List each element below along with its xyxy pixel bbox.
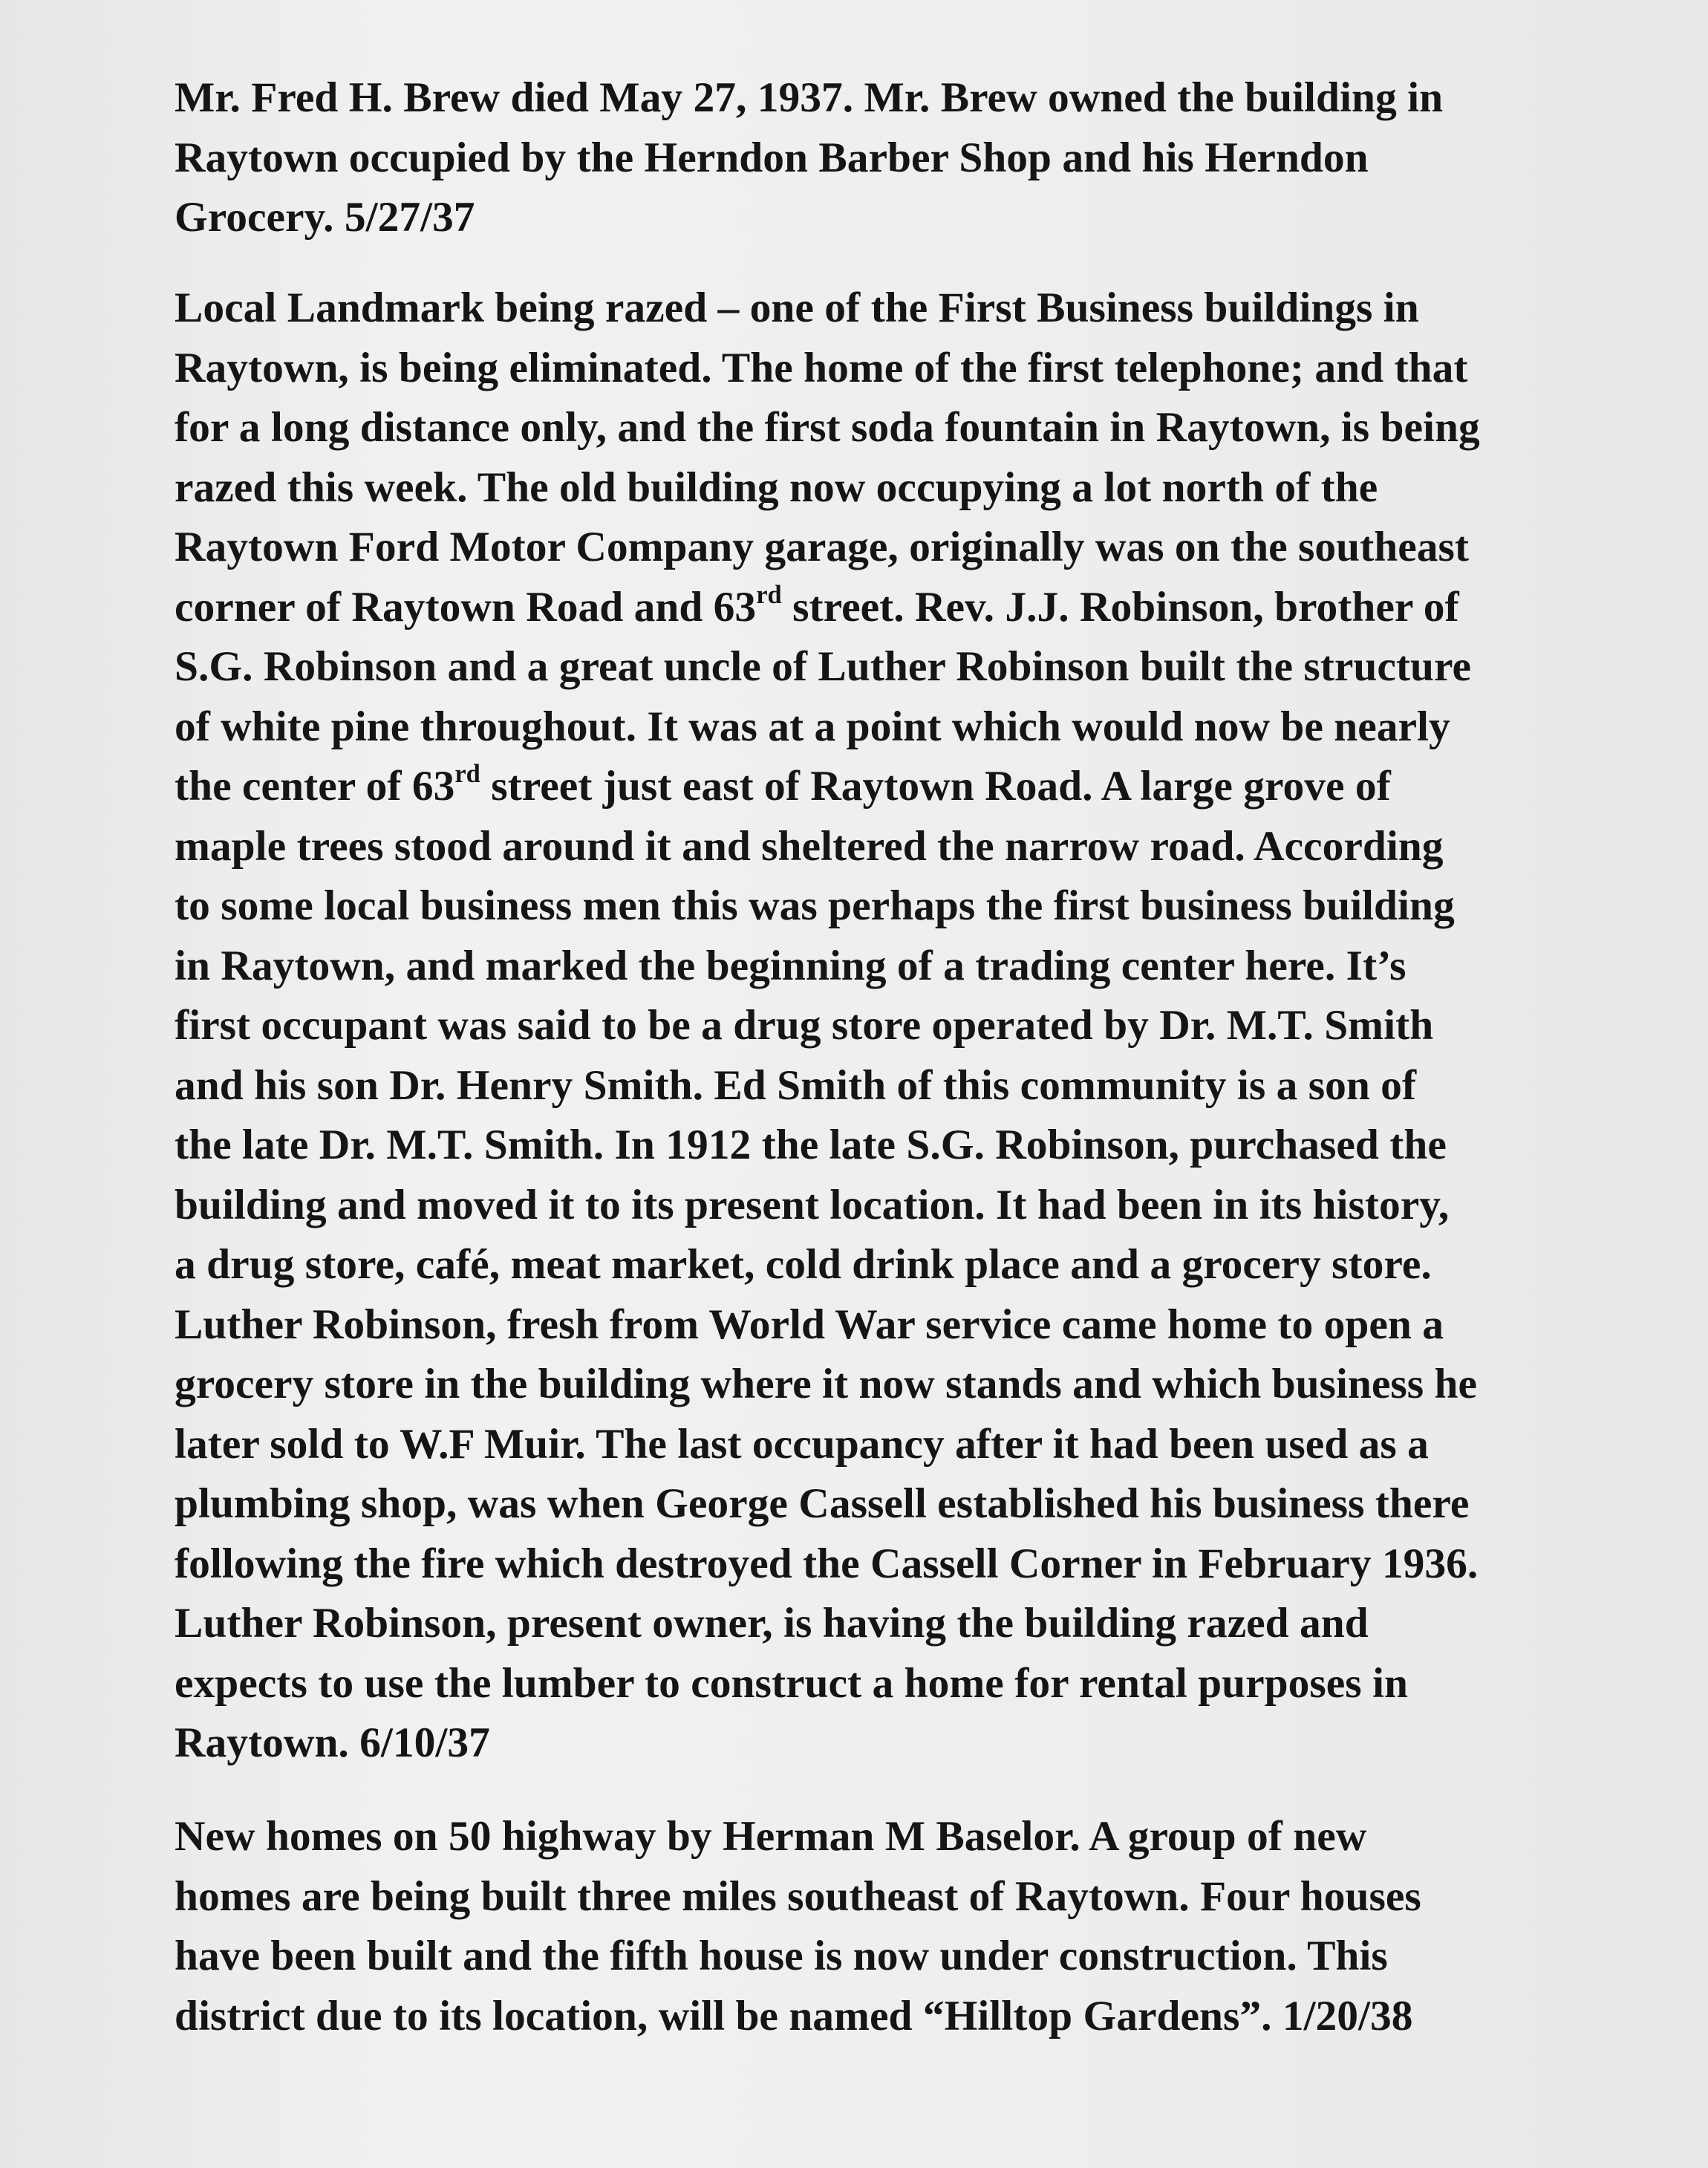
text-line: the late Dr. M.T. Smith. In 1912 the late S.G. Robinson, purchased the (175, 1122, 1447, 1168)
text-segment: street just east of Raytown Road. A large grove of (480, 763, 1391, 810)
text-segment: corner of Raytown Road and 63 (175, 583, 757, 631)
text-line: Raytown occupied by the Herndon Barber Shop and his Herndon (175, 134, 1369, 181)
text-line: to some local business men this was perhaps the first business building (175, 882, 1455, 929)
document-text (175, 68, 1571, 2046)
text-line: Luther Robinson, fresh from World War service came home to open a (175, 1301, 1444, 1348)
text-line (175, 757, 1571, 817)
text-line: in Raytown, and marked the beginning of a trading center here. It’s (175, 942, 1407, 989)
paragraph-brew-death (175, 68, 1571, 248)
paragraph-landmark-razed (175, 279, 1571, 1774)
text-line: New homes on 50 highway by Herman M Baselor. A group of new (175, 1813, 1367, 1860)
text-line: Local Landmark being razed – one of the First Business buildings in (175, 284, 1419, 331)
text-segment: the center of 63 (175, 763, 455, 810)
text-line: Raytown. 6/10/37 (175, 1719, 490, 1766)
text-line: following the fire which destroyed the Cassell Corner in February 1936. (175, 1540, 1479, 1587)
text-line: district due to its location, will be named “Hilltop Gardens”. 1/20/38 (175, 1992, 1413, 2040)
text-line: Grocery. 5/27/37 (175, 194, 475, 241)
text-line: a drug store, café, meat market, cold drink place and a grocery store. (175, 1241, 1432, 1288)
text-line: Raytown, is being eliminated. The home of the first telephone; and that (175, 344, 1468, 391)
text-line: Raytown Ford Motor Company garage, originally was on the southeast (175, 524, 1470, 570)
text-line: homes are being built three miles southeast of Raytown. Four houses (175, 1872, 1421, 1920)
text-segment: street. Rev. J.J. Robinson, brother of (781, 583, 1459, 631)
text-line: have been built and the fifth house is now under construction. This (175, 1933, 1388, 1979)
text-line: Mr. Fred H. Brew died May 27, 1937. Mr. Brew owned the building in (175, 74, 1444, 121)
paragraph-new-homes (175, 1807, 1571, 2046)
ordinal-superscript: rd (756, 580, 782, 609)
text-line: plumbing shop, was when George Cassell established his business there (175, 1480, 1470, 1527)
ordinal-superscript: rd (454, 759, 480, 788)
text-line: and his son Dr. Henry Smith. Ed Smith of this community is a son of (175, 1061, 1417, 1109)
text-line: Luther Robinson, present owner, is having the building razed and (175, 1600, 1369, 1647)
text-line: building and moved it to its present location. It had been in its history, (175, 1181, 1450, 1228)
text-line: of white pine throughout. It was at a point which would now be nearly (175, 703, 1450, 750)
text-line: first occupant was said to be a drug store operated by Dr. M.T. Smith (175, 1002, 1434, 1049)
text-line: S.G. Robinson and a great uncle of Luther Robinson built the structure (175, 643, 1472, 690)
text-line: razed this week. The old building now occupying a lot north of the (175, 463, 1378, 511)
text-line: later sold to W.F Muir. The last occupancy after it had been used as a (175, 1420, 1429, 1468)
text-line (175, 578, 1571, 638)
text-line: for a long distance only, and the first soda fountain in Raytown, is being (175, 404, 1480, 451)
text-line: expects to use the lumber to construct a home for rental purposes in (175, 1659, 1408, 1707)
text-line: grocery store in the building where it now stands and which business he (175, 1361, 1478, 1407)
text-line: maple trees stood around it and sheltered the narrow road. According (175, 822, 1444, 870)
